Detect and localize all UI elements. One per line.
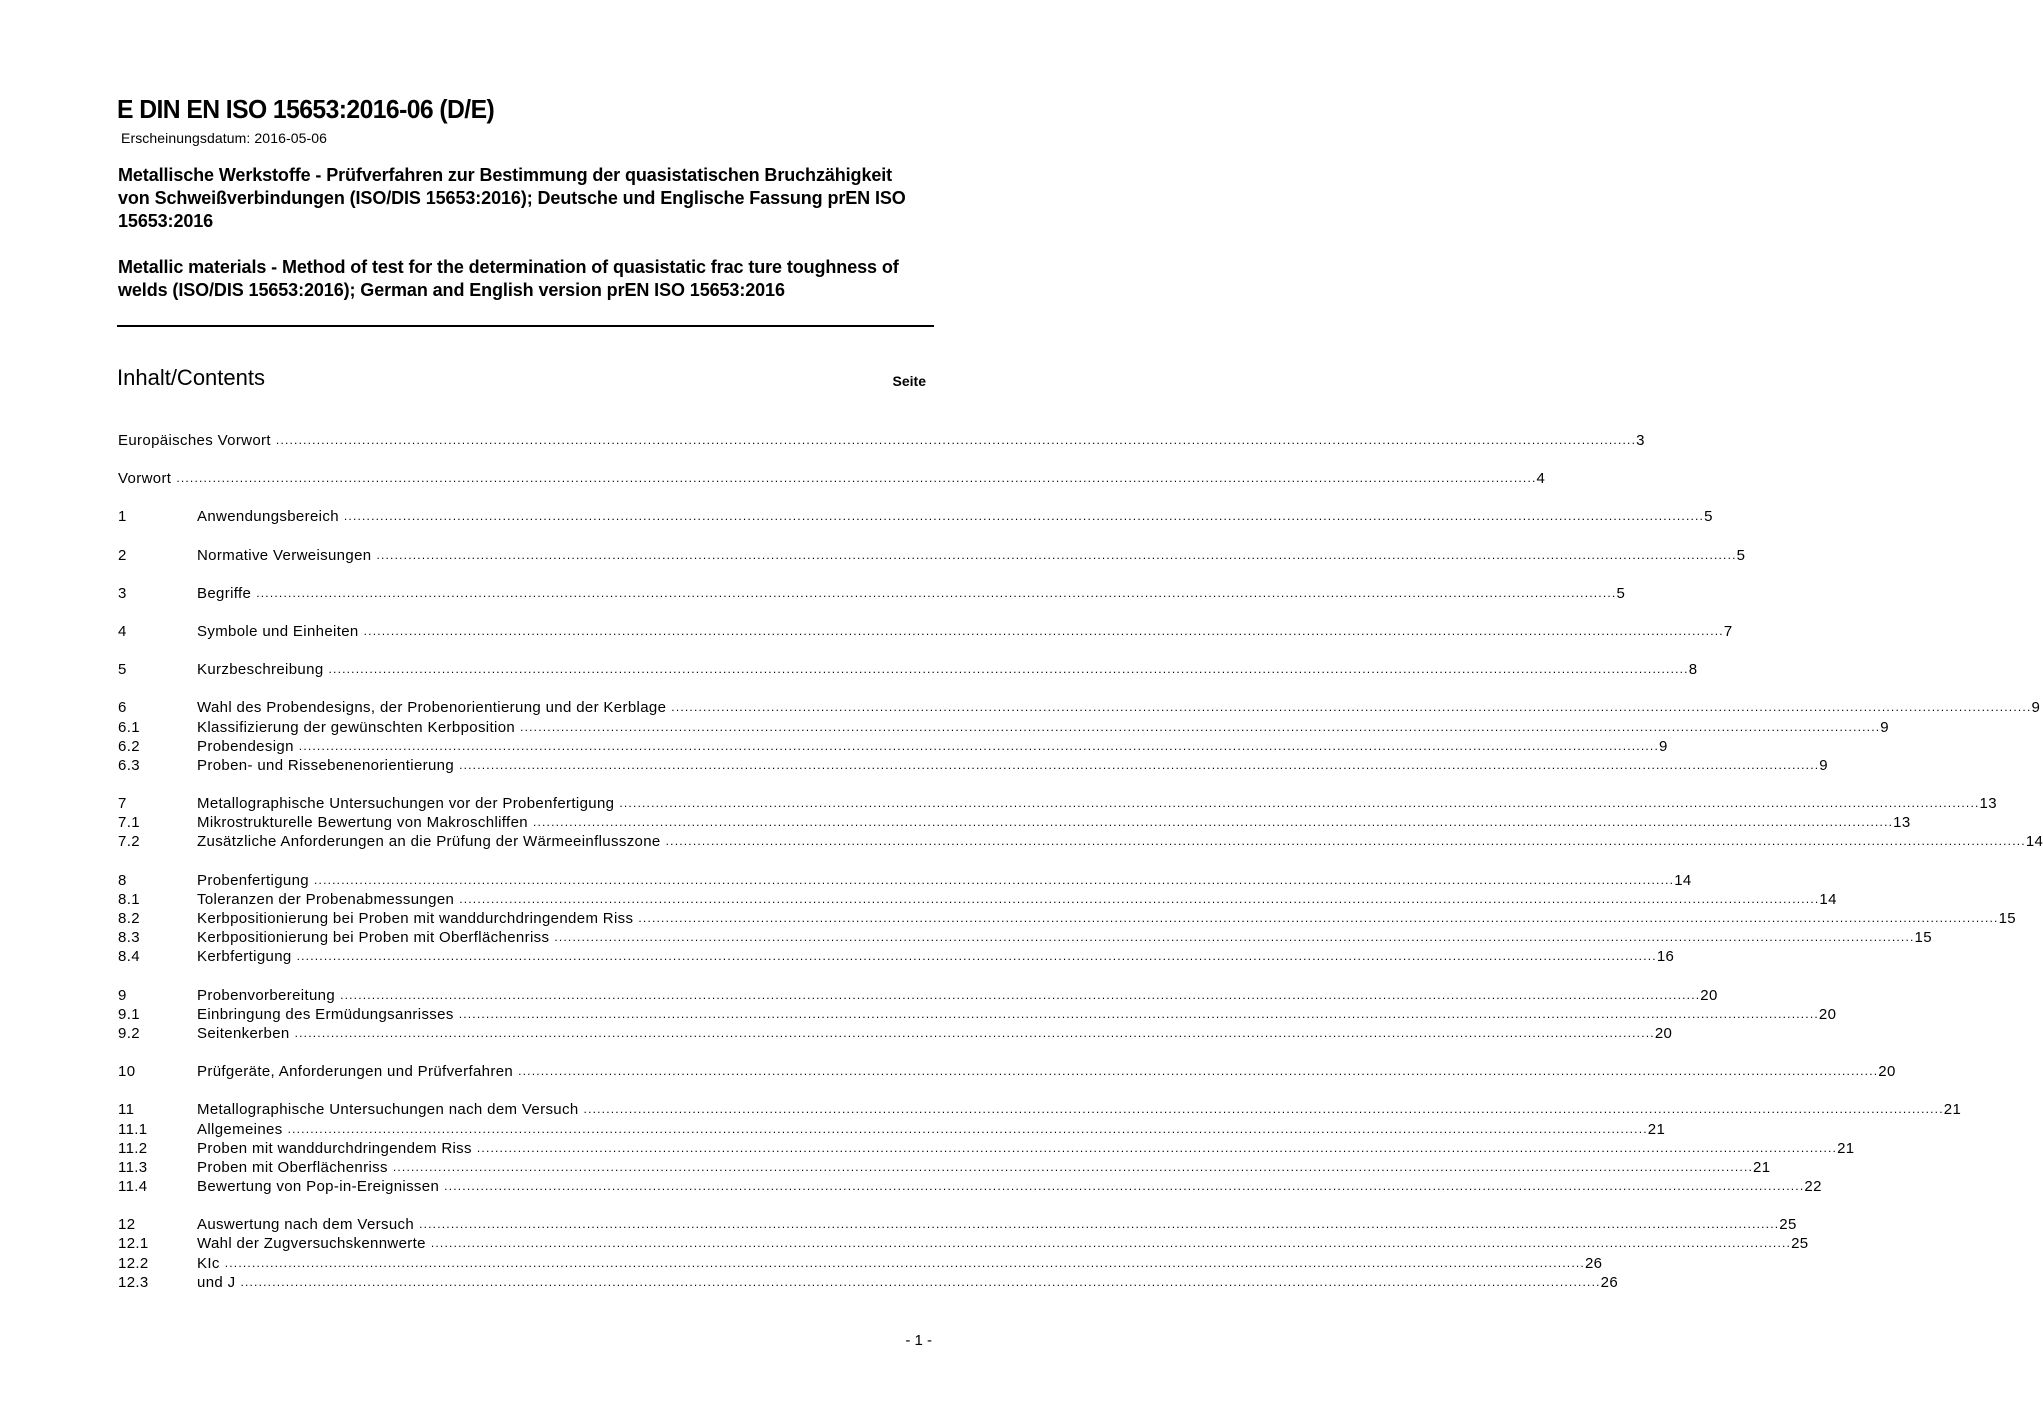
toc-entry-number: 7 — [118, 795, 127, 813]
toc-entry[interactable] — [118, 1005, 1837, 1024]
toc-entry-page: 13 — [1979, 795, 1997, 813]
toc-entry-title: KIc — [197, 1254, 220, 1272]
toc-entry[interactable] — [118, 1100, 1962, 1119]
toc-entry-number: 6 — [118, 699, 127, 717]
toc-entry[interactable] — [118, 813, 1911, 832]
toc-entry-number: 2 — [118, 546, 127, 564]
toc-entry-number: 10 — [118, 1063, 136, 1081]
toc-group — [118, 871, 2016, 967]
toc-entry-title: Kerbpositionierung bei Proben mit Oberflächenriss — [197, 929, 550, 947]
toc-entry-page: 25 — [1779, 1216, 1797, 1234]
toc-entry-number: 11.2 — [118, 1139, 148, 1157]
toc-entry[interactable] — [118, 1254, 1603, 1273]
toc-entry-title: Mikrostrukturelle Bewertung von Makroschliffen — [197, 814, 528, 832]
toc-entry[interactable] — [118, 698, 2041, 717]
toc-entry[interactable] — [118, 1215, 1797, 1234]
toc-entry-title: Wahl der Zugversuchskennwerte — [197, 1235, 426, 1253]
toc-entry-title: Prüfgeräte, Anforderungen und Prüfverfahren — [197, 1063, 514, 1081]
page-number: - 1 - — [905, 1332, 932, 1349]
toc-entry-title: Proben- und Rissebenenorientierung — [197, 756, 455, 774]
toc-entry-title: Kurzbeschreibung — [197, 661, 324, 679]
toc-entry-number: 3 — [118, 584, 127, 602]
toc-entry-number: 12.3 — [118, 1273, 149, 1291]
toc-entry-title: Proben mit Oberflächenriss — [197, 1158, 388, 1176]
header-divider — [117, 325, 934, 327]
toc-group — [118, 431, 1645, 450]
toc-dot-leader: ............................................................................................................................................................................................................................................................................................................ — [458, 1006, 1819, 1021]
toc-entry-title: Probenfertigung — [197, 871, 309, 889]
toc-entry[interactable] — [118, 947, 1675, 966]
toc-entry-page: 9 — [1819, 756, 1828, 774]
toc-entry[interactable] — [118, 1234, 1809, 1253]
toc-entry-page: 3 — [1636, 432, 1645, 449]
toc-dot-leader: ............................................................................................................................................................................................................................................................................................................ — [176, 471, 1537, 486]
toc-entry-page: 21 — [1753, 1158, 1771, 1176]
toc-entry-title: Bewertung von Pop-in-Ereignissen — [197, 1178, 440, 1196]
title-english: Metallic materials - Method of test for the determination of quasistatic frac ture toughness of welds (ISO/DIS 15653:2016); German and English version prEN ISO 15653:2016 — [118, 257, 899, 300]
toc-entry-page: 9 — [1880, 718, 1889, 736]
toc-entry-number: 12.1 — [118, 1235, 149, 1253]
toc-entry-page: 21 — [1647, 1120, 1666, 1138]
toc-entry[interactable] — [118, 794, 1997, 813]
toc-entry-number: 5 — [118, 661, 127, 679]
toc-entry-number: 8.4 — [118, 948, 140, 966]
toc-dot-leader: ............................................................................................................................................................................................................................................................................................................ — [619, 796, 1980, 811]
toc-entry-title: Probendesign — [197, 737, 294, 755]
toc-group — [118, 698, 2041, 775]
toc-entry[interactable] — [118, 546, 1746, 565]
toc-entry-page: 20 — [1878, 1063, 1896, 1081]
toc-dot-leader: ............................................................................................................................................................................................................................................................................................................ — [296, 949, 1657, 964]
toc-dot-leader: ............................................................................................................................................................................................................................................................................................................ — [419, 1217, 1780, 1232]
toc-entry-page: 4 — [1536, 470, 1546, 488]
toc-entry-page: 14 — [1819, 890, 1837, 908]
toc-entry-title: Wahl des Probendesigns, der Probenorientierung und der Kerblage — [197, 699, 667, 717]
toc-entry-title: Begriffe — [197, 584, 252, 602]
toc-entry-page: 21 — [1943, 1101, 1962, 1119]
toc-entry-number: 4 — [118, 622, 127, 640]
toc-entry-title: und J — [197, 1273, 236, 1291]
toc-dot-leader: ............................................................................................................................................................................................................................................................................................................ — [444, 1179, 1805, 1194]
toc-entry-title: Toleranzen der Probenabmessungen — [197, 890, 455, 908]
toc-entry-title: Anwendungsbereich — [197, 508, 339, 526]
toc-dot-leader: ............................................................................................................................................................................................................................................................................................................ — [328, 662, 1689, 677]
toc-dot-leader: ............................................................................................................................................................................................................................................................................................................ — [520, 719, 1881, 734]
toc-entry[interactable] — [118, 507, 1713, 526]
toc-entry-title: Zusätzliche Anforderungen an die Prüfung der Wärmeeinflusszone — [197, 833, 661, 851]
toc-entry-title: Metallographische Untersuchungen vor der Probenfertigung — [197, 795, 615, 813]
toc-dot-leader: ............................................................................................................................................................................................................................................................................................................ — [287, 1121, 1648, 1136]
toc-entry-number: 6.1 — [118, 718, 140, 736]
toc-entry-title: Auswertung nach dem Versuch — [197, 1216, 415, 1234]
toc-entry-page: 14 — [2025, 833, 2043, 851]
toc-dot-leader: ............................................................................................................................................................................................................................................................................................................ — [518, 1064, 1879, 1079]
toc-entry-page: 22 — [1804, 1178, 1822, 1196]
toc-group — [118, 469, 1546, 488]
toc-entry-number: 11.3 — [118, 1158, 148, 1176]
toc-entry-page: 13 — [1893, 814, 1911, 832]
toc-entry[interactable] — [118, 660, 1698, 679]
toc-entry-title: Klassifizierung der gewünschten Kerbposition — [197, 718, 516, 736]
toc-group — [118, 546, 1746, 565]
toc-dot-leader: ............................................................................................................................................................................................................................................................................................................ — [459, 757, 1820, 772]
toc-entry-page: 9 — [1658, 737, 1668, 755]
toc-entry-page: 25 — [1791, 1235, 1809, 1253]
toc-entry-page: 16 — [1656, 948, 1675, 966]
toc-entry-page: 20 — [1654, 1024, 1673, 1042]
toc-entry[interactable] — [118, 890, 1837, 909]
toc-entry[interactable] — [118, 1177, 1822, 1196]
toc-entry-page: 7 — [1723, 622, 1733, 640]
toc-dot-leader: ............................................................................................................................................................................................................................................................................................................ — [671, 700, 2032, 715]
toc-group — [118, 1215, 1809, 1292]
toc-entry-page: 15 — [1914, 929, 1932, 947]
toc-entry[interactable] — [118, 1120, 1666, 1139]
toc-entry-number: 7.2 — [118, 833, 140, 851]
toc-entry[interactable] — [118, 986, 1718, 1005]
toc-dot-leader: ............................................................................................................................................................................................................................................................................................................ — [532, 815, 1894, 830]
toc-entry-title: Europäisches Vorwort — [118, 432, 271, 449]
toc-dot-leader: ............................................................................................................................................................................................................................................................................................................ — [340, 987, 1701, 1002]
toc-dot-leader: ............................................................................................................................................................................................................................................................................................................ — [459, 891, 1820, 906]
toc-entry[interactable] — [118, 832, 2043, 851]
toc-entry-page: 26 — [1584, 1254, 1603, 1272]
toc-group — [118, 507, 1713, 526]
toc-entry[interactable] — [118, 1062, 1896, 1081]
toc-entry-number: 6.2 — [118, 737, 140, 755]
toc-entry[interactable] — [118, 622, 1733, 641]
toc-dot-leader: ............................................................................................................................................................................................................................................................................................................ — [392, 1159, 1754, 1174]
toc-entry-number: 8.2 — [118, 910, 140, 927]
toc-dot-leader: ............................................................................................................................................................................................................................................................................................................ — [224, 1255, 1585, 1270]
toc-entry[interactable] — [118, 1139, 1855, 1158]
toc-entry-page: 9 — [2031, 699, 2041, 717]
toc-entry-number: 1 — [118, 508, 127, 526]
toc-entry-page: 20 — [1818, 1005, 1837, 1023]
toc-entry[interactable] — [118, 928, 1932, 947]
toc-entry-page: 8 — [1688, 661, 1698, 679]
toc-entry-title: Einbringung des Ermüdungsanrisses — [197, 1005, 454, 1023]
toc-entry[interactable] — [118, 718, 1889, 737]
toc-group — [118, 1062, 1896, 1081]
toc-entry-title: Symbole und Einheiten — [197, 622, 359, 640]
toc-group — [118, 622, 1733, 641]
toc-dot-leader: ............................................................................................................................................................................................................................................................................................................ — [583, 1102, 1944, 1117]
toc-dot-leader: ............................................................................................................................................................................................................................................................................................................ — [430, 1236, 1792, 1251]
toc-group — [118, 1100, 1962, 1196]
toc-entry-title: Kerbpositionierung bei Proben mit wanddurchdringendem Riss — [197, 910, 634, 927]
toc-dot-leader: ............................................................................................................................................................................................................................................................................................................ — [343, 509, 1705, 524]
toc-dot-leader: ............................................................................................................................................................................................................................................................................................................ — [665, 834, 2026, 849]
toc-group — [118, 986, 1837, 1044]
toc-dot-leader: ............................................................................................................................................................................................................................................................................................................ — [314, 872, 1675, 887]
toc-entry-title: Proben mit wanddurchdringendem Riss — [197, 1139, 472, 1157]
toc-group — [118, 584, 1626, 603]
toc-entry-title: Vorwort — [118, 470, 172, 488]
toc-entry-number: 8.3 — [118, 929, 140, 947]
toc-entry[interactable] — [118, 584, 1626, 603]
toc-entry-number: 12.2 — [118, 1254, 149, 1272]
toc-dot-leader: ............................................................................................................................................................................................................................................................................................................ — [298, 738, 1659, 753]
toc-entry-page: 5 — [1616, 584, 1626, 602]
toc-entry[interactable] — [118, 1024, 1673, 1043]
toc-entry[interactable] — [118, 431, 1645, 450]
toc-dot-leader: ............................................................................................................................................................................................................................................................................................................ — [476, 1140, 1838, 1155]
toc-entry-title: Kerbfertigung — [197, 948, 292, 966]
toc-entry-title: Metallographische Untersuchungen nach dem Versuch — [197, 1101, 579, 1119]
toc-entry[interactable] — [118, 469, 1546, 488]
toc-entry-title: Probenvorbereitung — [197, 986, 336, 1004]
page-column-label: Seite — [892, 373, 926, 389]
toc-entry-number: 11 — [118, 1101, 135, 1119]
toc-entry-page: 26 — [1600, 1273, 1619, 1291]
toc-entry-number: 12 — [118, 1216, 136, 1234]
toc-entry[interactable] — [118, 909, 2016, 928]
title-german: Metallische Werkstoffe - Prüfverfahren zur Bestimmung der quasistatischen Bruchzähigkeit von Schweißverbindungen (ISO/DIS 15653:2016); Deutsche und Englische Fassung prEN ISO 15653:2016 — [118, 165, 906, 231]
toc-entry-number: 11.4 — [118, 1178, 148, 1196]
toc-entry[interactable] — [118, 1158, 1771, 1177]
toc-entry-title: Allgemeines — [197, 1120, 283, 1138]
toc-dot-leader: ............................................................................................................................................................................................................................................................................................................ — [275, 433, 1637, 447]
toc-entry[interactable] — [118, 756, 1828, 775]
toc-entry-page: 15 — [1998, 910, 2016, 927]
toc-entry-number: 8 — [118, 871, 127, 889]
publication-date: Erscheinungsdatum: 2016-05-06 — [121, 130, 328, 146]
toc-entry-number: 6.3 — [118, 756, 140, 774]
toc-group — [118, 794, 2043, 852]
toc-dot-leader: ............................................................................................................................................................................................................................................................................................................ — [256, 585, 1617, 600]
toc-dot-leader: ............................................................................................................................................................................................................................................................................................................ — [554, 930, 1915, 945]
toc-entry-number: 8.1 — [118, 890, 140, 908]
toc-entry-title: Normative Verweisungen — [197, 546, 372, 564]
document-id-title: E DIN EN ISO 15653:2016-06 (D/E) — [117, 94, 495, 124]
toc-entry[interactable] — [118, 871, 1692, 890]
toc-entry-number: 9.1 — [118, 1005, 140, 1023]
toc-dot-leader: ............................................................................................................................................................................................................................................................................................................ — [638, 911, 1999, 925]
toc-dot-leader: ............................................................................................................................................................................................................................................................................................................ — [363, 623, 1724, 638]
toc-entry-number: 9.2 — [118, 1024, 140, 1042]
toc-entry-number: 11.1 — [118, 1120, 148, 1138]
toc-entry-page: 21 — [1837, 1139, 1855, 1157]
toc-entry-page: 5 — [1704, 508, 1713, 526]
toc-entry-number: 9 — [118, 986, 127, 1004]
toc-entry-page: 5 — [1736, 546, 1746, 564]
toc-entry-page: 20 — [1700, 986, 1718, 1004]
table-of-contents — [118, 431, 2043, 1311]
toc-group — [118, 660, 1698, 679]
toc-dot-leader: ............................................................................................................................................................................................................................................................................................................ — [240, 1274, 1601, 1289]
contents-heading: Inhalt/Contents — [117, 365, 265, 390]
toc-entry[interactable] — [118, 737, 1668, 756]
toc-dot-leader: ............................................................................................................................................................................................................................................................................................................ — [376, 547, 1737, 562]
toc-entry-page: 14 — [1674, 871, 1692, 889]
toc-entry[interactable] — [118, 1273, 1619, 1292]
toc-entry-title: Seitenkerben — [197, 1024, 290, 1042]
toc-dot-leader: ............................................................................................................................................................................................................................................................................................................ — [294, 1025, 1655, 1040]
toc-entry-number: 7.1 — [118, 814, 140, 832]
